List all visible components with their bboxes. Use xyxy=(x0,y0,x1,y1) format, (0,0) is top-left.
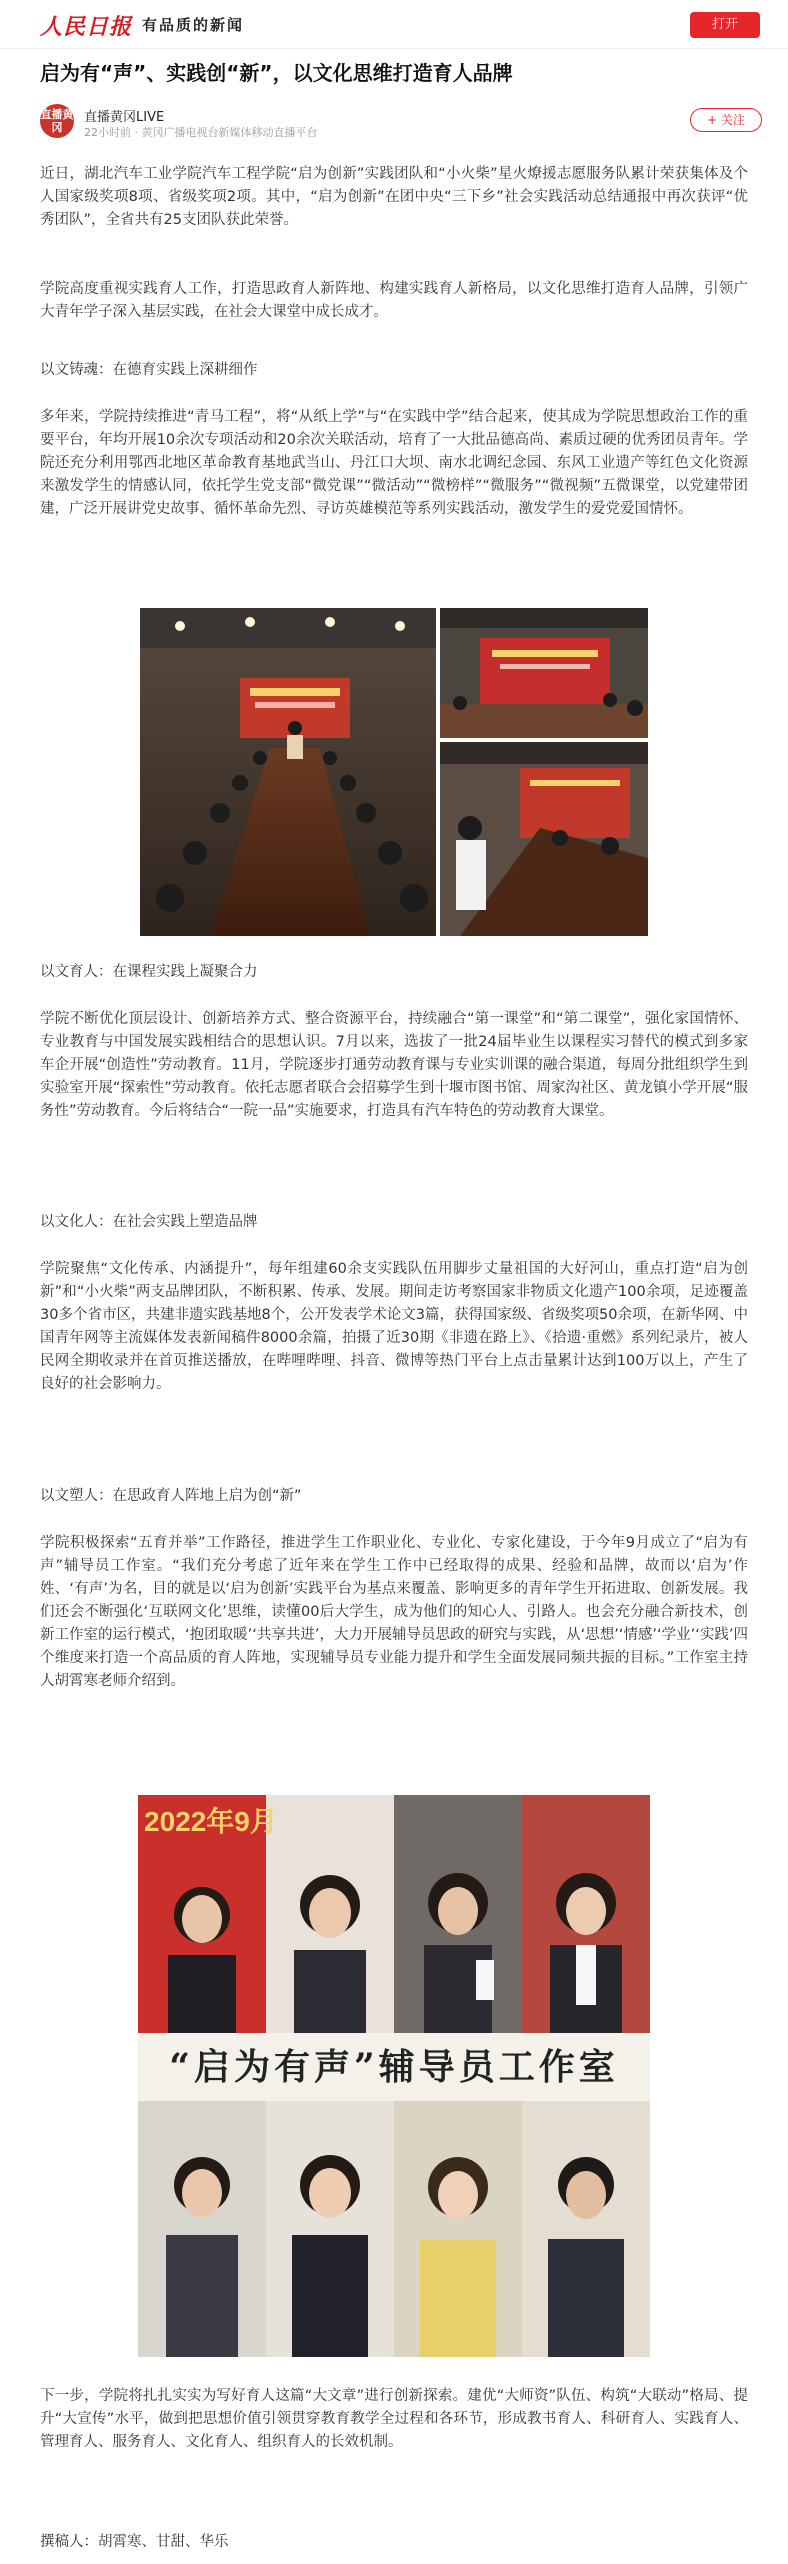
section-heading: 以文育人：在课程实践上凝聚合力 xyxy=(40,964,258,980)
section-heading: 以文化人：在社会实践上塑造品牌 xyxy=(40,1214,258,1230)
source-name[interactable]: 直播黄冈LIVE xyxy=(84,110,165,125)
article-paragraph: 近日，湖北汽车工业学院汽车工程学院“启为创新”实践团队和“小火柴”星火燎援志愿服务队累计荣获集体及个人国家级奖项8项、省级奖项2项。其中，“启为创新”在团中央“三下乡”社会实践活动总结通报中再次获评“优秀团队”，全省共有25支团队获此荣誉。 xyxy=(40,166,748,228)
open-app-button[interactable]: 打开 xyxy=(690,12,760,38)
collage-banner-text: “启为有声”辅导员工作室 xyxy=(169,2046,619,2088)
section-heading: 以文铸魂：在德育实践上深耕细作 xyxy=(40,362,258,378)
article-title: 启为有“声”、实践创“新”，以文化思维打造育人品牌 xyxy=(40,61,513,85)
article-paragraph: 下一步，学院将扎扎实实为写好育人这篇“大文章”进行创新探索。建优“大师资”队伍、构筑“大联动”格局、提升“大宣传”水平，做到把思想价值引领贯穿教育教学全过程和各环节，形成教书育人、科研育人、实践育人、管理育人、服务育人、文化育人、组织育人的长效机制。 xyxy=(40,2388,748,2450)
article-paragraph: 学院积极探索“五育并举”工作路径，推进学生工作职业化、专业化、专家化建设，于今年9月成立了“启为有声”辅导员工作室。“我们充分考虑了近年来在学生工作中已经取得的成果、经验和品牌，故而以‘启为’作姓、‘有声’为名，目的就是以‘启为创新’实践平台为基点来覆盖、影响更多的青年学生开拓进取、创新发展。我们还会不断强化‘互联网文化’思维，读懂00后大学生，成为他们的知心人、引路人。也会充分融合新技术，创新工作室的运行模式，‘抱团取暖’‘共享共进’，大力开展辅导员思政的研究与实践，从‘思想’‘情感’‘学业’‘实践’四个维度来打造一个高品质的育人阵地，实现辅导员专业能力提升和学生全面发展同频共振的目标。”工作室主持人胡霄寒老师介绍到。 xyxy=(40,1535,748,1689)
article-paragraph: 学院不断优化顶层设计、创新培养方式、整合资源平台，持续融合“第一课堂”和“第二课堂”，强化家国情怀、专业教育与中国发展实践相结合的思想认识。7月以来，选拔了一批24届毕业生以课程实习替代的模式到多家车企开展“创造性”劳动教育。11月，学院逐步打通劳动教育课与专业实训课的融合渠道，每周分批组织学生到实验室开展“探索性”劳动教育。依托志愿者联合会招募学生到十堰市图书馆、周家沟社区、黄龙镇小学开展“服务性”劳动教育。今后将结合“一院一品”实施要求，打造具有汽车特色的劳动教育大课堂。 xyxy=(40,1011,748,1119)
app-logo[interactable]: 人民日报 xyxy=(40,14,133,40)
app-slogan: 有品质的新闻 xyxy=(142,16,245,34)
source-meta: 22小时前 · 黄冈广播电视台新媒体移动直播平台 xyxy=(84,126,318,139)
article-paragraph: 多年来，学院持续推进“青马工程”，将“从纸上学”与“在实践中学”结合起来，使其成为学院思想政治工作的重要平台，年均开展10余次专项活动和20余次关联活动，培育了一大批品德高尚、素质过硬的优秀团员青年。学院还充分利用鄂西北地区革命教育基地武当山、丹江口大坝、南水北调纪念园、东风工业遗产等红色文化资源来激发学生的情感认同，依托学生党支部“微党课”“微活动”“微榜样”“微服务”“微视频”五微课堂，以党建带团建，广泛开展讲党史故事、循怀革命先烈、寻访英雄模范等系列实践活动，激发学生的爱党爱国情怀。 xyxy=(40,409,748,517)
article-paragraph: 学院聚焦“文化传承、内涵提升”，每年组建60余支实践队伍用脚步丈量祖国的大好河山，重点打造“启为创新”和“小火柴”两支品牌团队，不断积累、传承、发展。期间走访考察国家非物质文化遗产100余项，足迹覆盖30多个省市区，共建非遗实践基地8个，公开发表学术论文3篇，获得国家级、省级奖项50余项，在新华网、中国青年网等主流媒体发表新闻稿件8000余篇，拍摄了近30期《非遗在路上》、《拾遗·重燃》系列纪录片，被人民网全期收录并在首页推送播放，在哔哩哔哩、抖音、微博等热门平台上点击量累计达到100万以上，产生了良好的社会影响力。 xyxy=(40,1261,748,1392)
collage-year-text: 2022年9月 xyxy=(144,1806,278,1837)
top-bar xyxy=(0,0,788,49)
follow-button[interactable]: + 关注 xyxy=(690,108,762,132)
meeting-photo xyxy=(140,608,648,936)
source-avatar[interactable]: 直播黄冈 xyxy=(40,104,74,138)
article-author: 撰稿人：胡霄寒、甘甜、华乐 xyxy=(40,2534,229,2550)
section-heading: 以文塑人：在思政育人阵地上启为创“新” xyxy=(40,1488,302,1504)
studio-collage-photo xyxy=(138,1795,650,2357)
article-paragraph: 学院高度重视实践育人工作，打造思政育人新阵地、构建实践育人新格局，以文化思维打造育人品牌，引领广大青年学子深入基层实践，在社会大课堂中成长成才。 xyxy=(40,281,748,320)
